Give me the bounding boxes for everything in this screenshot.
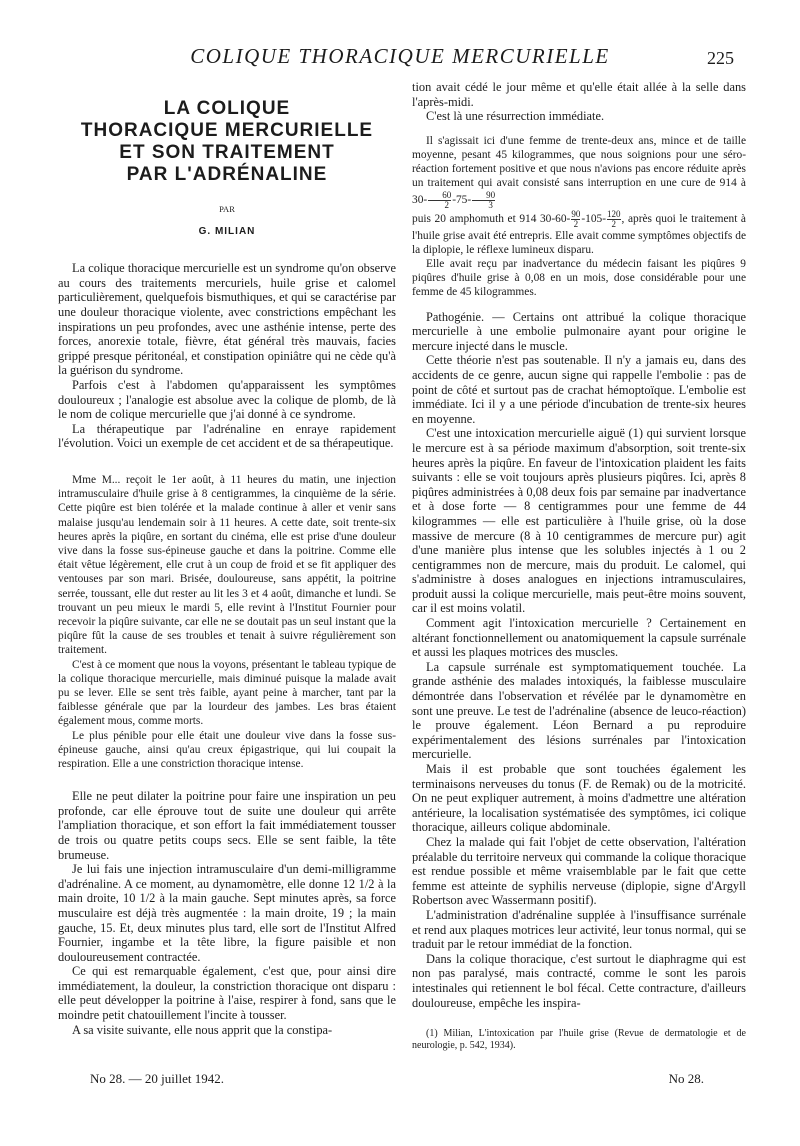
paragraph: A sa visite suivante, elle nous apprit que la constipa- [72,1022,333,1037]
title-line: PAR L'ADRÉNALINE [126,164,328,185]
paragraph: Pathogénie. — Certains ont attribué la colique thoracique mercurielle à une embolie pulmonaire ayant pour origine le mercure injecté dans le muscle. [412,309,746,353]
running-title: COLIQUE THORACIQUE MERCURIELLE [190,44,610,68]
fraction: $\frac{90}{3}$ [472,191,495,210]
article-title [58,98,396,186]
observation-paragraph: C'est à ce moment que nous la voyons, présentant le tableau typique de la colique thoracique mercurielle, mais diminué puisque la malade avait pu se lever. Elle se sent très faible, ayant peine à marcher, tant par la faiblesse générale que par la lourdeur des jambes. Les bras étaient également mous, comme morts. [58,658,396,728]
paragraph: C'est une intoxication mercurielle aiguë (1) qui survient lorsque le mercure est à sa période maximum d'absorption, soit trente-six heures après la piqûre. En faveur de l'intoxication plaident les faits suivants : elle se voit toujours après plusieurs piqûres. Ici, après 8 piqûres administrées à 0,08 deux fois par semaine par inadvertance et à dose forte — 8 centigrammes pour une femme de 44 kilogrammes — elle est particulière à l'huile grise, où la dose massive de mercure (8 à 10 centigrammes de mercure pur) agit d'une manière plus intense que les solubles injectés à 1 ou 2 centigrammes non de mercure, mais du produit. Le calomel, qui s'administre à doses analogues en injections intramusculaires, produit aussi la colique mercurielle, mais peut-être moins souvent, car il est moins volatil. [412,426,746,616]
paragraph: La colique thoracique mercurielle est un syndrome qu'on observe au cours des traitements mercuriels, huile grise et calomel particulièrement, quelquefois bismuthiques, et qui se caractérise par une douleur thoracique violente, avec constrictions empêchant les inspirations un peu profondes, avec une asthénie intense, perte des forces, anorexie totale, fièvre, état général très mauvais, facies grippé presque péritonéal, et constipation opiniâtre qui ne cède qu'à la guérison du syndrome. [58,261,396,378]
obs-text: -75- [452,193,472,206]
left-column [58,80,396,1037]
observation-paragraph: Elle avait reçu par inadvertance du médecin faisant les piqûres 9 piqûres d'huile grise à 0,08 en un mois, dose considérable pour une femme de 45 kilogrammes. [412,258,746,299]
footer-number: No 28. [668,1071,704,1086]
title-line: LA COLIQUE [163,98,291,119]
obs-text: puis 20 amphomuth et 914 30-60- [412,212,571,225]
observation-paragraph [412,134,746,210]
paragraph: Dans la colique thoracique, c'est surtout le diaphragme qui est non pas paralysé, mais contracté, comme le sont les parois intestinales qui retiennent le bol fécal. Cette contracture, d'ailleurs douloureuse, empêche les inspira- [412,951,746,1010]
observation-paragraph: Le plus pénible pour elle était une douleur vive dans la fosse sus-épineuse gauche, ainsi qu'au creux épigastrique, qui lui coupait la respiration. Elle a une constriction thoracique intense. [58,729,396,770]
observation-paragraph [412,210,746,257]
fraction: $\frac{120}{2}$ [607,208,621,229]
title-line: ET SON TRAITEMENT [119,142,335,163]
paragraph: Cette théorie n'est pas soutenable. Il n'y a jamais eu, dans des accidents de ce genre, aucun signe qui rappelle l'embolie : pas de point de côté et surtout pas de crachat hémoptoïque. L'embolie est immédiate. Ici il y a une période d'incubation de trente-six heures en moyenne. [412,353,746,426]
byline-par: PAR [219,204,235,214]
footnote: (1) Milian, L'intoxication par l'huile grise (Revue de dermatologie et de neurologie, p. 542, 1934). [412,1028,746,1052]
right-column [412,80,746,1052]
paragraph: L'administration d'adrénaline supplée à l'insuffisance surrénale et rend aux plaques motrices leur activité, leur tonus normal, qui se traduit par le retour immédiat de la fonction. [412,907,746,952]
paragraph: La thérapeutique par l'adrénaline en enraye rapidement l'évolution. Voici un exemple de cet accident et de sa thérapeutique. [58,421,396,451]
paragraph: Chez la malade qui fait l'objet de cette observation, l'altération préalable du territoire nerveux qui commande la colique thoracique est rendue possible et même vraisemblable par le fait que cette femme est atteinte de syphilis nerveuse (diplopie, signe d'Argyll Robertson avec Wassermann positif). [412,834,746,908]
fraction: $\frac{90}{2}$ [571,208,581,229]
paragraph: Je lui fais une injection intramusculaire d'un demi-milligramme d'adrénaline. A ce moment, au dynamomètre, elle donne 12 1/2 à la main droite, 10 1/2 à la main gauche. Sept minutes après, sa force musculaire est déjà très augmentée : la main droite, 19 ; la main gauche, 15. Et, deux minutes plus tard, elle sort de l'Institut Alfred Fournier, ingambe et la tête libre, la figure paisible et non douloureusement contractée. [58,862,396,964]
author: G. MILIAN [198,225,256,237]
paragraph: Comment agit l'intoxication mercurielle ? Certainement en altérant fonctionnellement ou anatomiquement la capsule surrénale et aussi les plaques motrices des muscles. [412,616,746,660]
page-number: 225 [707,48,734,68]
paragraph: Ce qui est remarquable également, c'est que, pour ainsi dire immédiatement, la douleur, la constriction thoracique ont disparu : elle peut développer la poitrine à l'aise, respirer à fond, sans que le moindre petit chatouillement l'incite à tousser. [58,964,396,1023]
paragraph: tion avait cédé le jour même et qu'elle était allée à la selle dans l'après-midi. [412,80,746,109]
fraction: $\frac{60}{2}$ [428,191,451,210]
paragraph: Elle ne peut dilater la poitrine pour faire une inspiration un peu profonde, car elle éprouve tout de suite une douleur qui arrête l'ampliation thoracique, et son effort la fait immédiatement tousser de trois ou quatre petits coups secs. Elle se sent faible, la tête brumeuse. [58,789,396,862]
obs-text: Il s'agissait ici d'une femme de trente-deux ans, mince et de taille moyenne, pesant 45 kilogrammes, que nous soignions pour une séro-réaction fortement positive et que nous n'avions pas encore réduite après un traitement qui avait consisté sans interruption en une cure de 914 à 30- [412,134,746,206]
obs-text: , après quoi le traitement à l'huile grise avait été entrepris. Elle avait comme symptômes objectifs de la diplopie, le réflexe lumineux disparu. [412,212,746,256]
observation-paragraph: Mme M... reçoit le 1er août, à 11 heures du matin, une injection intramusculaire d'huile grise à 8 centigrammes, la cinquième de la série. Cette piqûre est bien tolérée et la malade continue à aller et venir sans malaise jusqu'au lendemain soir à 11 heures. A cette date, soit trente-six heures après la piqûre, en sortant du cinéma, elle est prise d'une douleur vive dans la fosse sus-épineuse gauche et dans la poitrine. Comme elle était vêtue légèrement, elle crut à un coup de froid et se fit appliquer des ventouses par son mari. Brisée, douloureuse, sans appétit, la poitrine serrée, toussant, elle dut rester au lit les 3 et 4 août, dimanche et lundi. Se trouvant un peu mieux le mardi 5, elle revint à l'Institut Fournier pour recevoir la piqûre suivante, car elle ne se doutait pas un seul instant que la piqûre fût la cause de ses troubles et tenait à suivre régulièrement son traitement. [58,473,396,657]
paragraph: C'est là une résurrection immédiate. [426,109,605,124]
footer-issue: No 28. — 20 juillet 1942. [90,1071,224,1086]
paragraph: Mais il est probable que sont touchées également les terminaisons nerveuses du tonus (F. de Remak) ou de la motricité. On ne peut expliquer autrement, à moins d'admettre une altération antérieure, la localisation systématisée des symptômes, ici colique thoracique, ailleurs colique abdominale. [412,762,746,835]
title-line: THORACIQUE MERCURIELLE [80,120,374,141]
paragraph: La capsule surrénale est symptomatiquement touchée. La grande asthénie des malades intoxiqués, la faiblesse musculaire démontrée dans l'observation et révélée par le dynamomètre en sont une preuve. Le test de l'adrénaline (absence de leuco-réaction) le prouve également. Léon Bernard a pu reproduire expérimentalement des lésions surrénales par l'intoxication mercurielle. [412,659,746,762]
paragraph: Parfois c'est à l'abdomen qu'apparaissent les symptômes douloureux ; l'analogie est absolue avec la colique de plomb, de là le nom de colique mercurielle que j'ai donné à ce syndrome. [58,377,396,422]
obs-text: -105- [581,212,607,225]
